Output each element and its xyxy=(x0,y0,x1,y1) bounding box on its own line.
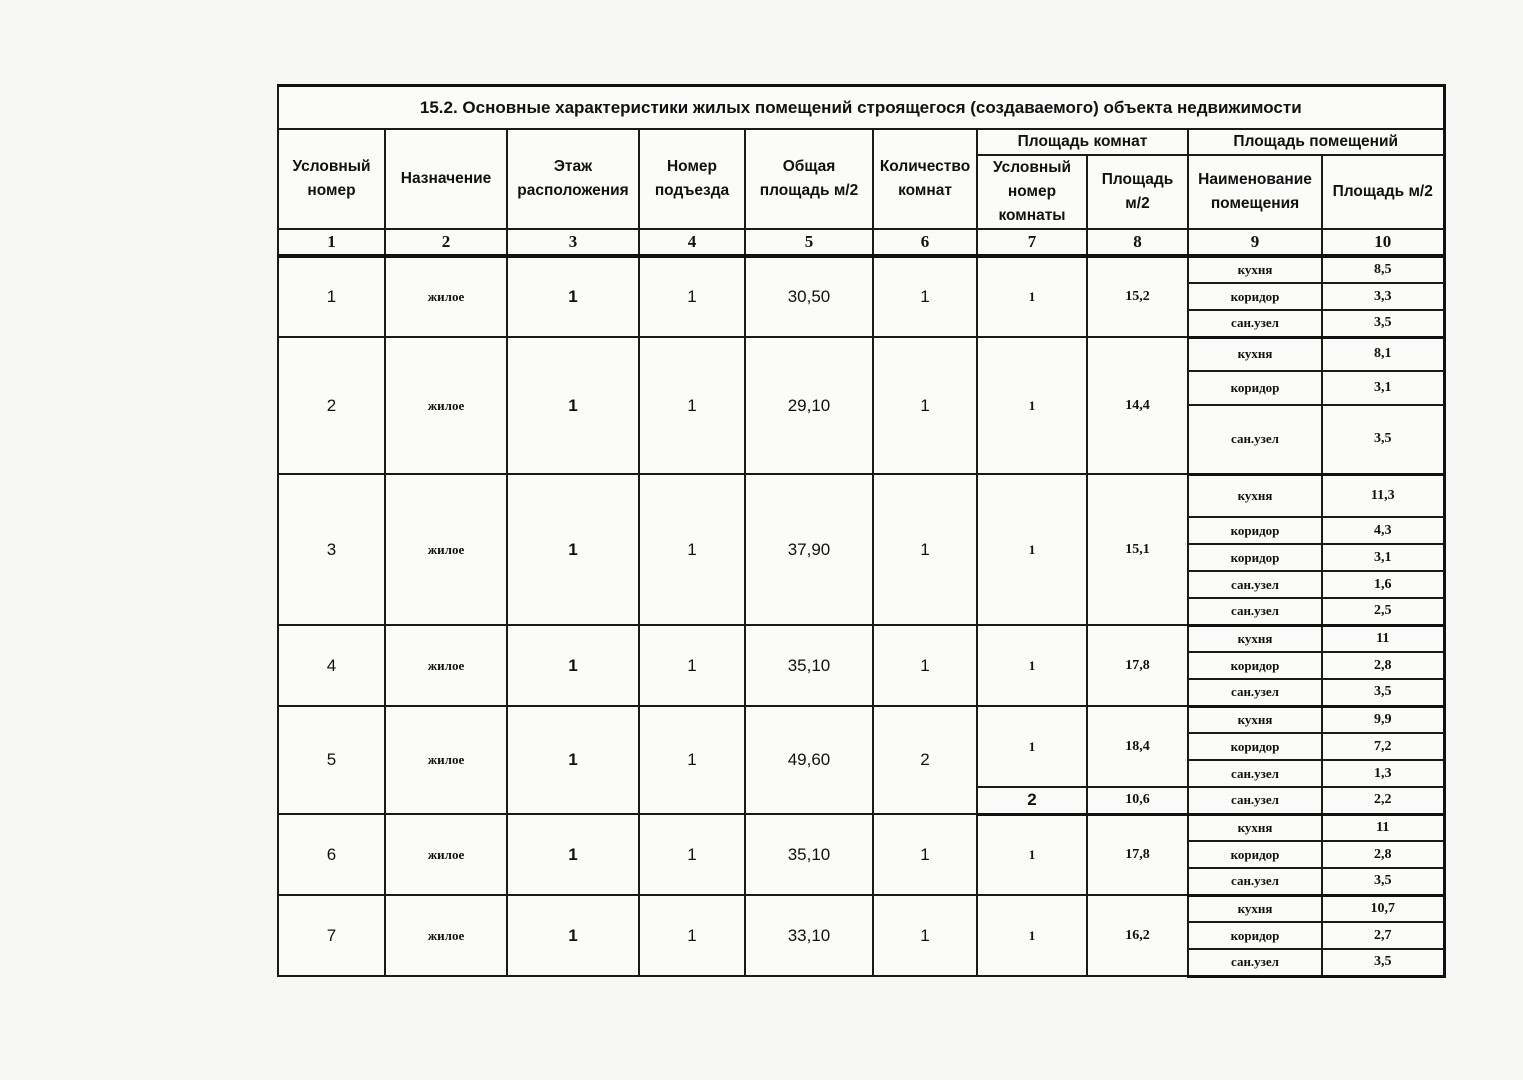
table-row xyxy=(278,706,1444,733)
room-area: 17,8 xyxy=(1087,625,1188,706)
apartment-entrance: 1 xyxy=(639,256,745,337)
room-cond-number: 1 xyxy=(977,814,1087,895)
apartment-rooms-count: 1 xyxy=(873,895,977,976)
header-cond-number: Условный номер xyxy=(278,129,385,229)
apartment-entrance: 1 xyxy=(639,625,745,706)
premise-area: 10,7 xyxy=(1322,895,1444,922)
header-premises-area-group: Площадь помещений xyxy=(1188,129,1444,155)
column-number-6: 6 xyxy=(873,229,977,256)
room-cond-number: 1 xyxy=(977,337,1087,474)
apartment-total-area: 49,60 xyxy=(745,706,873,814)
premise-name: кухня xyxy=(1188,474,1322,517)
table-row xyxy=(278,814,1444,841)
premise-name: коридор xyxy=(1188,733,1322,760)
room-cond-number: 1 xyxy=(977,474,1087,625)
premise-area: 8,1 xyxy=(1322,337,1444,371)
premise-name: кухня xyxy=(1188,337,1322,371)
apartment-total-area: 35,10 xyxy=(745,814,873,895)
column-number-5: 5 xyxy=(745,229,873,256)
room-area: 14,4 xyxy=(1087,337,1188,474)
premise-area: 11,3 xyxy=(1322,474,1444,517)
premise-area: 8,5 xyxy=(1322,256,1444,283)
apartment-entrance: 1 xyxy=(639,706,745,814)
premise-name: сан.узел xyxy=(1188,571,1322,598)
apartment-floor: 1 xyxy=(507,895,639,976)
header-purpose: Назначение xyxy=(385,129,507,229)
room-cond-number: 1 xyxy=(977,895,1087,976)
apartment-floor: 1 xyxy=(507,256,639,337)
apartment-purpose: жилое xyxy=(385,474,507,625)
apartment-number: 2 xyxy=(278,337,385,474)
room-area: 17,8 xyxy=(1087,814,1188,895)
premise-name: сан.узел xyxy=(1188,310,1322,337)
premise-name: сан.узел xyxy=(1188,868,1322,895)
apartment-floor: 1 xyxy=(507,625,639,706)
apartment-entrance: 1 xyxy=(639,337,745,474)
header-entrance: Номер подъезда xyxy=(639,129,745,229)
apartment-entrance: 1 xyxy=(639,895,745,976)
premise-area: 3,1 xyxy=(1322,544,1444,571)
premise-area: 2,2 xyxy=(1322,787,1444,814)
premise-name: кухня xyxy=(1188,814,1322,841)
premise-area: 9,9 xyxy=(1322,706,1444,733)
premise-area: 1,3 xyxy=(1322,760,1444,787)
apartments-characteristics-table xyxy=(277,84,1446,978)
apartment-rooms-count: 1 xyxy=(873,337,977,474)
premise-name: коридор xyxy=(1188,652,1322,679)
premise-area: 4,3 xyxy=(1322,517,1444,544)
premise-name: сан.узел xyxy=(1188,405,1322,474)
premise-name: коридор xyxy=(1188,544,1322,571)
premise-area: 3,5 xyxy=(1322,310,1444,337)
apartment-number: 4 xyxy=(278,625,385,706)
premise-name: кухня xyxy=(1188,256,1322,283)
premise-name: кухня xyxy=(1188,895,1322,922)
premise-name: кухня xyxy=(1188,706,1322,733)
premise-area: 3,5 xyxy=(1322,679,1444,706)
apartment-rooms-count: 1 xyxy=(873,625,977,706)
column-number-2: 2 xyxy=(385,229,507,256)
room-cond-number: 2 xyxy=(977,787,1087,814)
room-cond-number: 1 xyxy=(977,625,1087,706)
apartment-purpose: жилое xyxy=(385,256,507,337)
apartment-rooms-count: 1 xyxy=(873,814,977,895)
premise-area: 2,8 xyxy=(1322,652,1444,679)
table-title: 15.2. Основные характеристики жилых помещений строящегося (создаваемого) объекта недвижимости xyxy=(278,86,1444,130)
premise-area: 2,5 xyxy=(1322,598,1444,625)
premise-name: коридор xyxy=(1188,283,1322,310)
apartment-floor: 1 xyxy=(507,337,639,474)
apartment-rooms-count: 1 xyxy=(873,256,977,337)
apartment-floor: 1 xyxy=(507,474,639,625)
room-area: 18,4 xyxy=(1087,706,1188,787)
room-area: 15,1 xyxy=(1087,474,1188,625)
column-number-4: 4 xyxy=(639,229,745,256)
column-number-3: 3 xyxy=(507,229,639,256)
premise-name: сан.узел xyxy=(1188,679,1322,706)
apartment-total-area: 37,90 xyxy=(745,474,873,625)
table-row xyxy=(278,895,1444,922)
premise-area: 3,5 xyxy=(1322,949,1444,976)
room-cond-number: 1 xyxy=(977,706,1087,787)
premise-name: коридор xyxy=(1188,371,1322,405)
header-rooms-count: Количество комнат xyxy=(873,129,977,229)
header-premise-name: Наименование помещения xyxy=(1188,155,1322,229)
room-area: 15,2 xyxy=(1087,256,1188,337)
apartment-rooms-count: 2 xyxy=(873,706,977,814)
apartment-floor: 1 xyxy=(507,814,639,895)
apartment-number: 1 xyxy=(278,256,385,337)
premise-name: коридор xyxy=(1188,841,1322,868)
apartment-purpose: жилое xyxy=(385,814,507,895)
premise-area: 11 xyxy=(1322,625,1444,652)
apartment-number: 7 xyxy=(278,895,385,976)
apartment-floor: 1 xyxy=(507,706,639,814)
room-cond-number: 1 xyxy=(977,256,1087,337)
header-floor: Этаж расположения xyxy=(507,129,639,229)
premise-area: 1,6 xyxy=(1322,571,1444,598)
apartment-number: 5 xyxy=(278,706,385,814)
apartment-total-area: 30,50 xyxy=(745,256,873,337)
apartment-rooms-count: 1 xyxy=(873,474,977,625)
column-number-10: 10 xyxy=(1322,229,1444,256)
apartment-purpose: жилое xyxy=(385,895,507,976)
apartment-total-area: 35,10 xyxy=(745,625,873,706)
premise-area: 3,3 xyxy=(1322,283,1444,310)
header-total-area: Общая площадь м/2 xyxy=(745,129,873,229)
table-row xyxy=(278,337,1444,371)
premise-area: 2,8 xyxy=(1322,841,1444,868)
premise-name: сан.узел xyxy=(1188,949,1322,976)
premise-name: сан.узел xyxy=(1188,760,1322,787)
header-room-area: Площадь м/2 xyxy=(1087,155,1188,229)
column-number-8: 8 xyxy=(1087,229,1188,256)
premise-area: 2,7 xyxy=(1322,922,1444,949)
header-room-cond-number: Условный номер комнаты xyxy=(977,155,1087,229)
apartment-entrance: 1 xyxy=(639,474,745,625)
room-area: 16,2 xyxy=(1087,895,1188,976)
apartment-number: 6 xyxy=(278,814,385,895)
column-number-1: 1 xyxy=(278,229,385,256)
column-number-7: 7 xyxy=(977,229,1087,256)
premise-name: сан.узел xyxy=(1188,598,1322,625)
apartment-total-area: 29,10 xyxy=(745,337,873,474)
apartment-total-area: 33,10 xyxy=(745,895,873,976)
apartment-entrance: 1 xyxy=(639,814,745,895)
column-numbers-row xyxy=(278,229,1444,256)
table-row xyxy=(278,474,1444,517)
premise-name: сан.узел xyxy=(1188,787,1322,814)
premise-area: 11 xyxy=(1322,814,1444,841)
premise-area: 3,5 xyxy=(1322,868,1444,895)
table-row xyxy=(278,625,1444,652)
premise-area: 3,1 xyxy=(1322,371,1444,405)
apartment-purpose: жилое xyxy=(385,625,507,706)
premise-name: кухня xyxy=(1188,625,1322,652)
apartment-purpose: жилое xyxy=(385,706,507,814)
premise-area: 3,5 xyxy=(1322,405,1444,474)
premise-name: коридор xyxy=(1188,517,1322,544)
premise-name: коридор xyxy=(1188,922,1322,949)
header-premise-area: Площадь м/2 xyxy=(1322,155,1444,229)
apartment-purpose: жилое xyxy=(385,337,507,474)
table-row xyxy=(278,256,1444,283)
apartment-number: 3 xyxy=(278,474,385,625)
column-number-9: 9 xyxy=(1188,229,1322,256)
header-rooms-area-group: Площадь комнат xyxy=(977,129,1188,155)
premise-area: 7,2 xyxy=(1322,733,1444,760)
room-area: 10,6 xyxy=(1087,787,1188,814)
